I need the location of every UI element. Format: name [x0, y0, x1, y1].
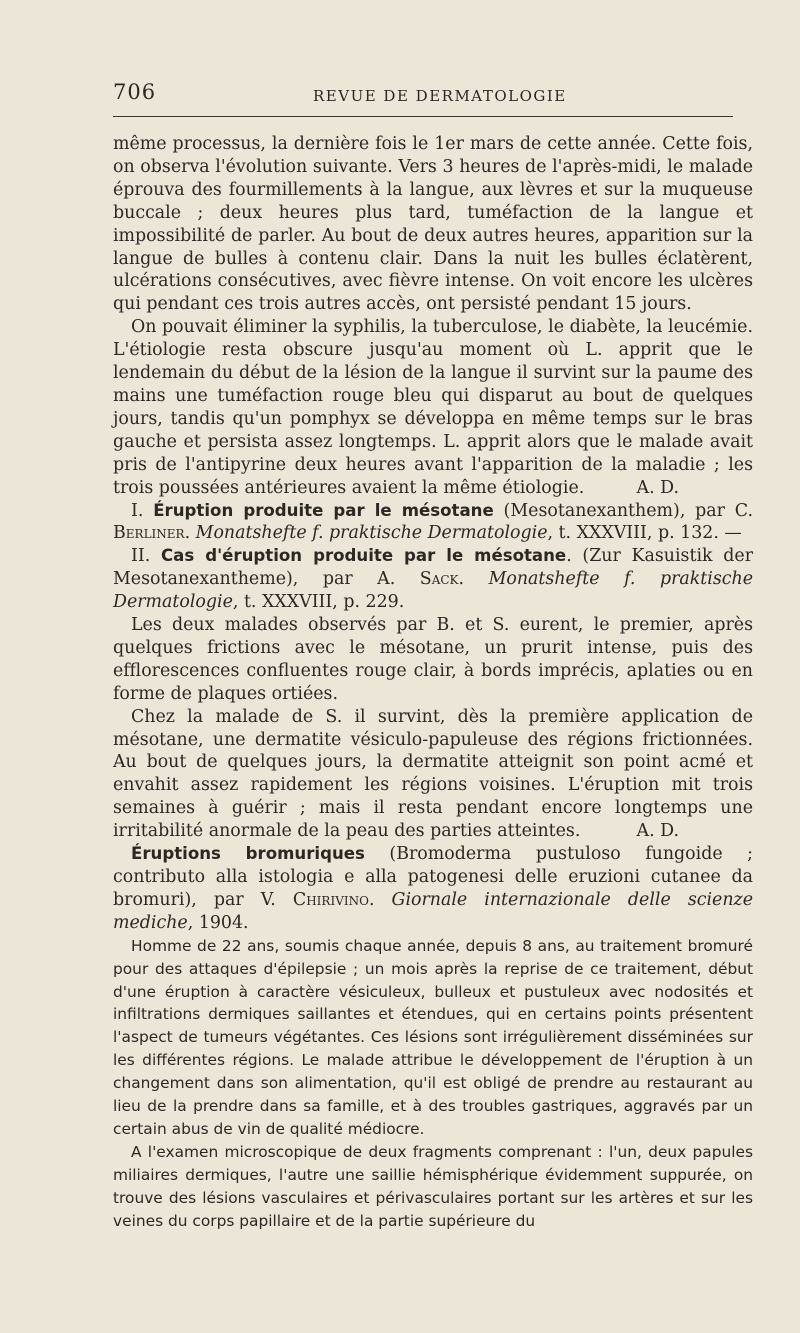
- article3-heading-sep: .: [368, 889, 392, 910]
- article2-heading-2: [113, 545, 753, 614]
- article1-paragraph: [113, 316, 753, 499]
- article2-ref-1: , t. XXXVIII, p. 132. —: [547, 523, 742, 544]
- article2-paragraph-1: Les deux malades observés par B. et S. eurent, le premier, après quelques frictions avec le mésotane, un prurit intense, puis des efflorescences confluentes rouge clair, à bords imprécis, aplaties ou en forme de plaques ortiées.: [113, 615, 753, 704]
- article2-author-1: Berliner: [113, 523, 185, 544]
- page-number: 706: [113, 80, 157, 104]
- article3-title: Éruptions bromuriques: [131, 844, 365, 864]
- article2-heading-text-1: (Mesotanexanthem), par C.: [493, 500, 753, 521]
- article2-title-2: Cas d'éruption produite par le mésotane: [161, 546, 567, 566]
- article3-author: Chirivino: [292, 889, 369, 910]
- article2-journal-1: Monatshefte f. praktische Dermatologie: [195, 523, 548, 544]
- article2-heading-sep-2: .: [458, 569, 489, 590]
- article1-continuation: même processus, la dernière fois le 1er mars de cette année. Cette fois, on observa l'évolution suivante. Vers 3 heures de l'après-midi, le malade éprouva des fourmillements à la langue, aux lèvres et sur la muqueuse buccale ; deux heures plus tard, tuméfaction de la langue et impossibilité de parler. Au bout de deux autres heures, apparition sur la langue de bulles à contenu clair. Dans la nuit les bulles éclatèrent, ulcérations consécutives, avec fièvre intense. On voit encore les ulcères qui pendant ces trois autres accès, ont persisté pendant 15 jours.: [113, 134, 753, 315]
- header-rule: [113, 116, 733, 117]
- article3-paragraph-1: Homme de 22 ans, soumis chaque année, depuis 8 ans, au traitement bromuré pour des attaques d'épilepsie ; un mois après la reprise de ce traitement, début d'une éruption à caractère vésiculeux, bulleux et pustuleux avec nodosités et infiltrations dermiques saillantes et étendues, qui en certains points présentent l'aspect de tumeurs végétantes. Ces lésions sont irrégulièrement disséminées sur les différentes régions. Le malade attribue le développement de l'éruption à un changement dans son alimentation, qu'il est obligé de prendre au restaurant au lieu de la prendre dans sa famille, et à des troubles gastriques, aggravés par un certain abus de vin de qualité médiocre.: [113, 936, 753, 1138]
- article2-heading-sep-1: .: [184, 523, 196, 544]
- article2-heading-text-2: . (Zur Kasuistik der Mesotanexantheme), par A.: [113, 546, 754, 590]
- article2-author-2: Sack: [419, 569, 459, 590]
- article2-journal-2: Monatshefte f. praktische Dermatologie: [113, 569, 753, 613]
- article2-signature: A. D.: [636, 821, 679, 842]
- body-text: [113, 133, 753, 1233]
- article1-signature: A. D.: [636, 477, 679, 498]
- article2-heading: [113, 500, 753, 546]
- article2-number-1: I.: [131, 500, 144, 521]
- article2-paragraph-2-text: Chez la malade de S. il survint, dès la première application de mésotane, une dermatite vésiculo-papuleuse des régions frictionnées. Au bout de quelques jours, la dermatite atteignit son point acmé et envahit assez rapidement les régions voisines. L'éruption mit trois semaines à guérir ; mais il resta pendant encore longtemps une irritabilité anormale de la peau des parties atteintes.: [113, 706, 753, 842]
- article1-paragraph-text: On pouvait éliminer la syphilis, la tuberculose, le diabète, la leucémie. L'étiologie resta obscure jusqu'au moment où L. apprit que le lendemain du début de la lésion de la langue il survint sur la paume des mains une tuméfaction rouge bleu qui disparut au bout de quelques jours, tandis qu'un pomphyx se développa en même temps sur le bras gauche et persista assez longtemps. L. apprit alors que le malade avait pris de l'antipyrine deux heures avant l'apparition de la maladie ; les trois poussées antérieures avaient la même étiologie.: [113, 317, 753, 498]
- page-header: [113, 80, 750, 110]
- article3-heading: [113, 843, 753, 935]
- article2-paragraph-2: [113, 706, 753, 843]
- article3-paragraph-2: A l'examen microscopique de deux fragments comprenant : l'un, deux papules miliaires dermiques, l'autre une saillie hémisphérique évidemment suppurée, on trouve des lésions vasculaires et périvasculaires portant sur les artères et sur les veines du corps papillaire et de la partie supérieure du: [113, 1142, 753, 1230]
- running-head: REVUE DE DERMATOLOGIE: [313, 87, 567, 105]
- article3-ref: , 1904.: [187, 912, 249, 933]
- article2-ref-2: , t. XXXVIII, p. 229.: [232, 592, 405, 613]
- article3-heading-text: (Bromoderma pustuloso fungoide ; contributo alla istologia e alla patogenesi delle eruzioni cutanee da bromuri), par V.: [113, 844, 753, 910]
- article3-journal: Giornale internazionale delle scienze mediche: [113, 889, 753, 933]
- article2-title-1: Éruption produite par le mésotane: [153, 500, 494, 520]
- article2-number-2: II.: [131, 546, 151, 567]
